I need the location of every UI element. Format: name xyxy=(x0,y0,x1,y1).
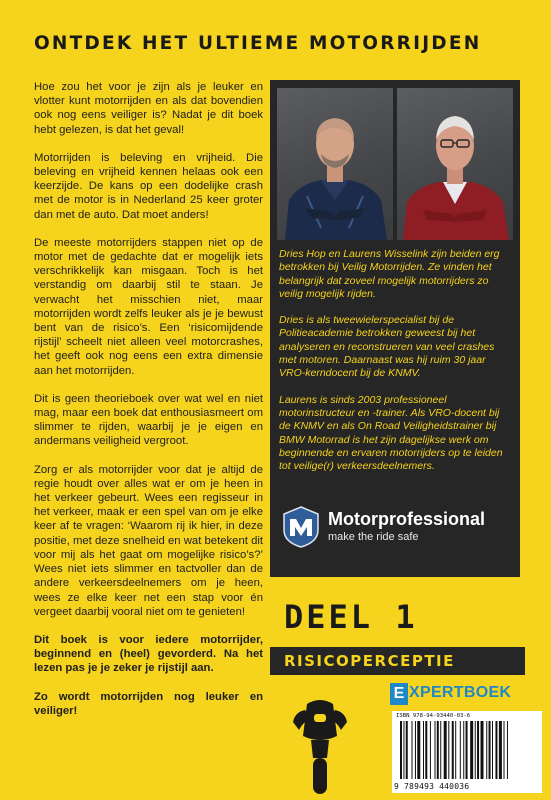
brand-tagline: make the ride safe xyxy=(328,531,419,543)
authors-panel xyxy=(270,80,520,577)
bio-paragraph: Dries is als tweewielerspecialist bij de Politieacademie betrokken geweest bij het analyseren en reconstrueren van veel crashes met motoren. Daarnaast was hij ruim 30 jaar VRO-kerndocent bij de KNMV. xyxy=(279,314,495,380)
blurb-paragraph: Motorrijden is beleving en vrijheid. Die beleving en vrijheid kennen helaas ook een keerzijde. De kans op een dodelijke crash met de motor is in Nederland 25 keer groter dan met de auto. Dat moet anders! xyxy=(34,151,263,221)
authors-bio xyxy=(279,248,511,486)
blurb-bold-paragraph: Dit boek is voor iedere motorrijder, beginnend en (heel) gevorderd. Na het lezen pas je je zeker je rijstijl aan. xyxy=(34,633,263,675)
bio-paragraph: Dries Hop en Laurens Wisselink zijn beiden erg betrokken bij Veilig Motorrijden. Ze vinden het belangrijk dat zoveel mogelijk motorrijders zo veilig mogelijk rijden. xyxy=(279,248,500,300)
publisher-name: XPERTBOEK xyxy=(409,684,512,701)
headline: ONTDEK HET ULTIEME MOTORRIJDEN xyxy=(34,33,482,54)
blurb-bold-paragraph: Zo wordt motorrijden nog leuker en veiliger! xyxy=(34,690,263,717)
part-label: DEEL 1 xyxy=(284,598,418,636)
isbn-digits: 9 789493 440036 xyxy=(394,782,470,791)
publisher-logo xyxy=(390,683,540,707)
publisher-mark: E xyxy=(390,683,408,705)
author-photo-dries xyxy=(277,88,393,240)
part-title: RISICOPERCEPTIE xyxy=(284,652,455,670)
motorprofessional-logo-icon xyxy=(282,506,320,548)
blurb-paragraph: De meeste motorrijders stappen niet op de motor met de gedachte dat er mogelijk iets verschrikkelijk kan misgaan. Toch is het verstandig om daarbij stil te staan. Je verwacht het misschien niet, maar motorrijden wordt zelfs leuker als je je bewust bent van de risico’s. Een ‘risicomijdende rijstijl’ scheelt niet alleen veel motorcrashes, het geeft ook nog eens een extra dimensie aan het motorrijden. xyxy=(34,236,263,377)
isbn-label: ISBN 978-94-93440-03-6 xyxy=(396,713,471,719)
brand-name: Motorprofessional xyxy=(328,509,486,529)
author-photo-laurens xyxy=(397,88,513,240)
motorcycle-front-icon xyxy=(291,696,349,796)
blurb-column xyxy=(34,80,263,732)
barcode xyxy=(398,721,536,781)
isbn-barcode xyxy=(392,711,542,793)
blurb-paragraph: Zorg er als motorrijder voor dat je altijd de regie houdt over alles wat er om je heen in het verkeer gebeurt. Wees een regisseur in het verkeer, maak er een spel van om je elke keer af te vragen: ‘Waarom rij ik hier, in deze positie, met deze snelheid en wat betekent dit voor mij als het gaat om mogelijke risico’s?’ Wees niet iets slimmer en tactvoller dan de andere verkeersdeelnemers om je heen, wees ze elke keer net een stap voor én vergeet daarbij vooral niet om te genieten! xyxy=(34,463,263,618)
blurb-paragraph: Dit is geen theorieboek over wat wel en niet mag, maar een boek dat enthousiasmeert om slimmer te rijden, waarbij je je eigen en andermans veiligheid vergroot. xyxy=(34,392,263,448)
part-title-bar xyxy=(270,647,525,675)
blurb-paragraph: Hoe zou het voor je zijn als je leuker en vlotter kunt motorrijden en als dat bovendien ook nog eens veiliger is? Nadat je dit boek hebt gelezen, is dat het geval! xyxy=(34,81,263,136)
bio-paragraph: Laurens is sinds 2003 professioneel motorinstructeur en -trainer. Als VRO-docent bij de KNMV en als On Road Veiligheidstrainer bij BMW Motorrad is het zijn dagelijkse werk om beginnende en ervaren motorrijders op te leiden tot veilige(r) verkeersdeelnemers. xyxy=(279,393,503,473)
